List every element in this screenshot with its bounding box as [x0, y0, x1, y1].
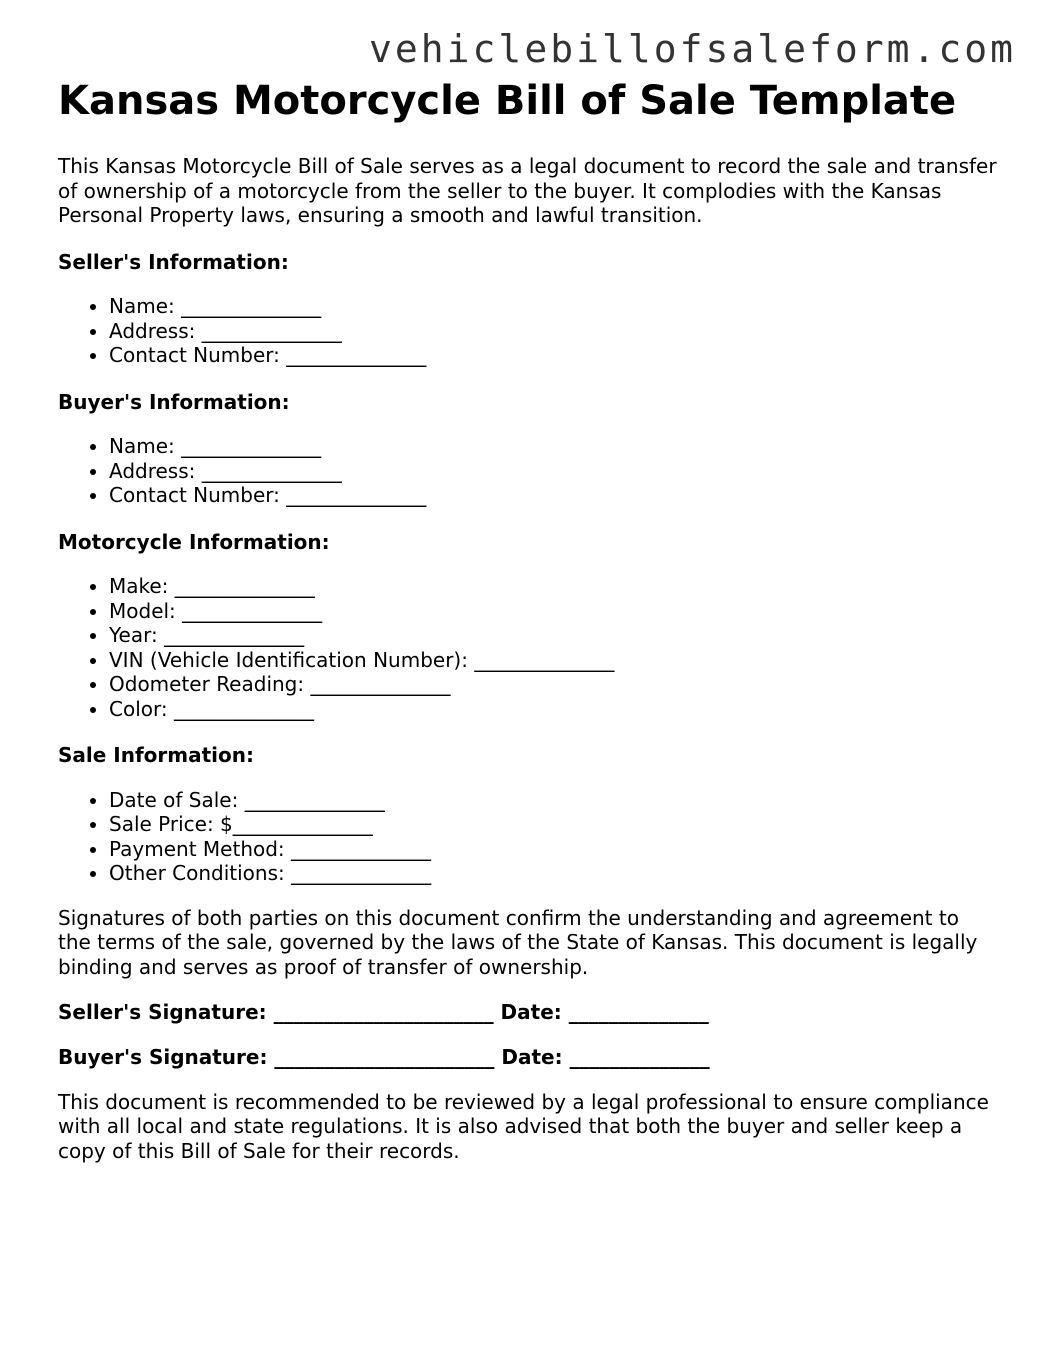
- closing-paragraph: Signatures of both parties on this document confirm the understanding and agreement to the terms of the sale, governed by the laws of the State of Kansas. This document is legally binding and serves as proof of transfer of ownership.: [58, 905, 978, 979]
- buyer-section-heading: Buyer's Information:: [58, 389, 290, 414]
- year-field: • Year: ______________: [109, 623, 998, 648]
- buyer-contact-field: • Contact Number: ______________: [109, 483, 998, 508]
- intro-paragraph: This Kansas Motorcycle Bill of Sale serves as a legal document to record the sale and transfer of ownership of a motorcycle from the seller to the buyer. It complodies with the Kansas Personal Property laws, ensuring a smooth and lawful transition.: [58, 154, 997, 227]
- buyer-name-field: • Name: ______________: [109, 434, 998, 459]
- document-body: [58, 78, 998, 1163]
- sale-section-heading: Sale Information:: [58, 743, 254, 767]
- seller-address-field: • Address: ______________: [109, 319, 998, 344]
- color-field: • Color: ______________: [109, 697, 998, 722]
- buyer-address-field: • Address: ______________: [109, 459, 998, 484]
- model-field: • Model: ______________: [109, 599, 998, 624]
- other-conditions-field: • Other Conditions: ______________: [109, 861, 998, 886]
- seller-field-list: [58, 294, 998, 368]
- footer-paragraph: This document is recommended to be reviewed by a legal professional to ensure compliance with all local and state regulations. It is also advised that both the buyer and seller keep a copy of this Bill of Sale for their records.: [58, 1089, 989, 1163]
- motorcycle-section-heading: Motorcycle Information:: [58, 529, 330, 554]
- vin-field: • VIN (Vehicle Identification Number): ______________: [109, 648, 998, 673]
- document-title: Kansas Motorcycle Bill of Sale Template: [58, 78, 957, 124]
- seller-contact-field: • Contact Number: ______________: [109, 343, 998, 368]
- make-field: • Make: ______________: [109, 574, 998, 599]
- sale-price-field: • Sale Price: $______________: [109, 812, 998, 837]
- site-watermark: vehiclebillofsaleform.com: [369, 27, 1016, 71]
- seller-name-field: • Name: ______________: [109, 294, 998, 319]
- sale-field-list: [58, 788, 998, 886]
- buyer-field-list: [58, 434, 998, 508]
- seller-signature-line: Seller's Signature: ______________________ Date: ______________: [58, 999, 709, 1024]
- odometer-field: • Odometer Reading: ______________: [109, 672, 998, 697]
- seller-section-heading: Seller's Information:: [58, 249, 289, 274]
- payment-method-field: • Payment Method: ______________: [109, 837, 998, 862]
- buyer-signature-line: Buyer's Signature: ______________________ Date: ______________: [58, 1044, 710, 1069]
- motorcycle-field-list: [58, 574, 998, 721]
- sale-date-field: • Date of Sale: ______________: [109, 788, 998, 813]
